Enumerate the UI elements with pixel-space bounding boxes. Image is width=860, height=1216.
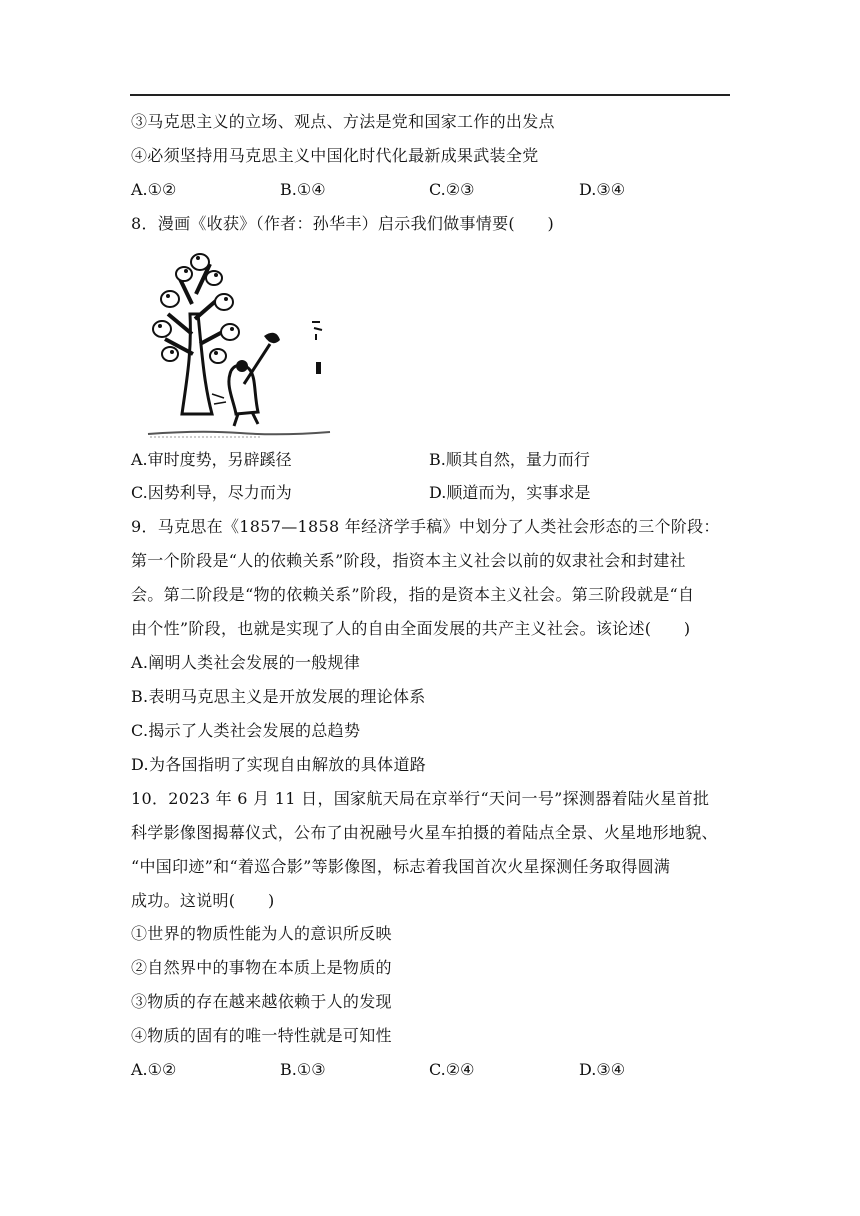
- q10-option-c[interactable]: C.②④: [429, 1060, 475, 1079]
- q7-statement-3: ③马克思主义的立场、观点、方法是党和国家工作的出发点: [131, 112, 555, 131]
- q7-option-d[interactable]: D.③④: [579, 180, 626, 199]
- q10-option-a[interactable]: A.①②: [131, 1060, 177, 1079]
- q9-stem-line-4: 由个性”阶段，也就是实现了人的自由全面发展的共产主义社会。该论述( ): [131, 619, 691, 638]
- q8-options-row-2: [131, 482, 731, 504]
- header-rule: [130, 94, 730, 96]
- q9-option-b[interactable]: B.表明马克思主义是开放发展的理论体系: [131, 687, 426, 706]
- q9-option-a[interactable]: A.阐明人类社会发展的一般规律: [131, 653, 361, 672]
- q8-option-d[interactable]: D.顺道而为，实事求是: [429, 483, 591, 502]
- q10-options: [131, 1059, 731, 1081]
- q7-statement-4: ④必须坚持用马克思主义中国化时代化最新成果武装全党: [131, 146, 539, 165]
- q10-option-b[interactable]: B.①③: [280, 1060, 326, 1079]
- q7-options: [131, 179, 731, 201]
- q10-statement-1: ①世界的物质性能为人的意识所反映: [131, 924, 392, 943]
- q10-statement-2: ②自然界中的事物在本质上是物质的: [131, 958, 392, 977]
- q8-option-a[interactable]: A.审时度势，另辟蹊径: [131, 450, 292, 469]
- q10-option-d[interactable]: D.③④: [579, 1060, 626, 1079]
- q9-option-d[interactable]: D.为各国指明了实现自由解放的具体道路: [131, 755, 427, 774]
- q10-stem-line-2: 科学影像图揭幕仪式，公布了由祝融号火星车拍摄的着陆点全景、火星地形地貌、: [131, 823, 718, 842]
- q10-stem-line-1: 10．2023 年 6 月 11 日，国家航天局在京举行“天问一号”探测器着陆火星首批: [131, 789, 710, 808]
- q7-option-a[interactable]: A.①②: [131, 180, 177, 199]
- q10-statement-3: ③物质的存在越来越依赖于人的发现: [131, 992, 392, 1011]
- q9-stem-line-2: 第一个阶段是“人的依赖关系”阶段，指资本主义社会以前的奴隶社会和封建社: [131, 551, 686, 570]
- q8-option-c[interactable]: C.因势利导，尽力而为: [131, 483, 292, 502]
- q7-option-c[interactable]: C.②③: [429, 180, 475, 199]
- q10-statement-4: ④物质的固有的唯一特性就是可知性: [131, 1026, 392, 1045]
- q7-option-b[interactable]: B.①④: [280, 180, 326, 199]
- q9-stem-line-3: 会。第二阶段是“物的依赖关系”阶段，指的是资本主义社会。第三阶段就是“自: [131, 585, 695, 604]
- q10-stem-line-3: “中国印迹”和“着巡合影”等影像图，标志着我国首次火星探测任务取得圆满: [131, 857, 671, 876]
- q8-options-row-1: [131, 449, 731, 471]
- q8-stem: 8．漫画《收获》（作者：孙华丰）启示我们做事情要( ): [131, 214, 555, 233]
- q9-option-c[interactable]: C.揭示了人类社会发展的总趋势: [131, 721, 361, 740]
- cartoon-harvest-image: [140, 244, 340, 440]
- q8-option-b[interactable]: B.顺其自然，量力而行: [429, 450, 590, 469]
- q9-stem-line-1: 9．马克思在《1857—1858 年经济学手稿》中划分了人类社会形态的三个阶段：: [131, 517, 720, 536]
- q10-stem-line-4: 成功。这说明( ): [131, 891, 275, 910]
